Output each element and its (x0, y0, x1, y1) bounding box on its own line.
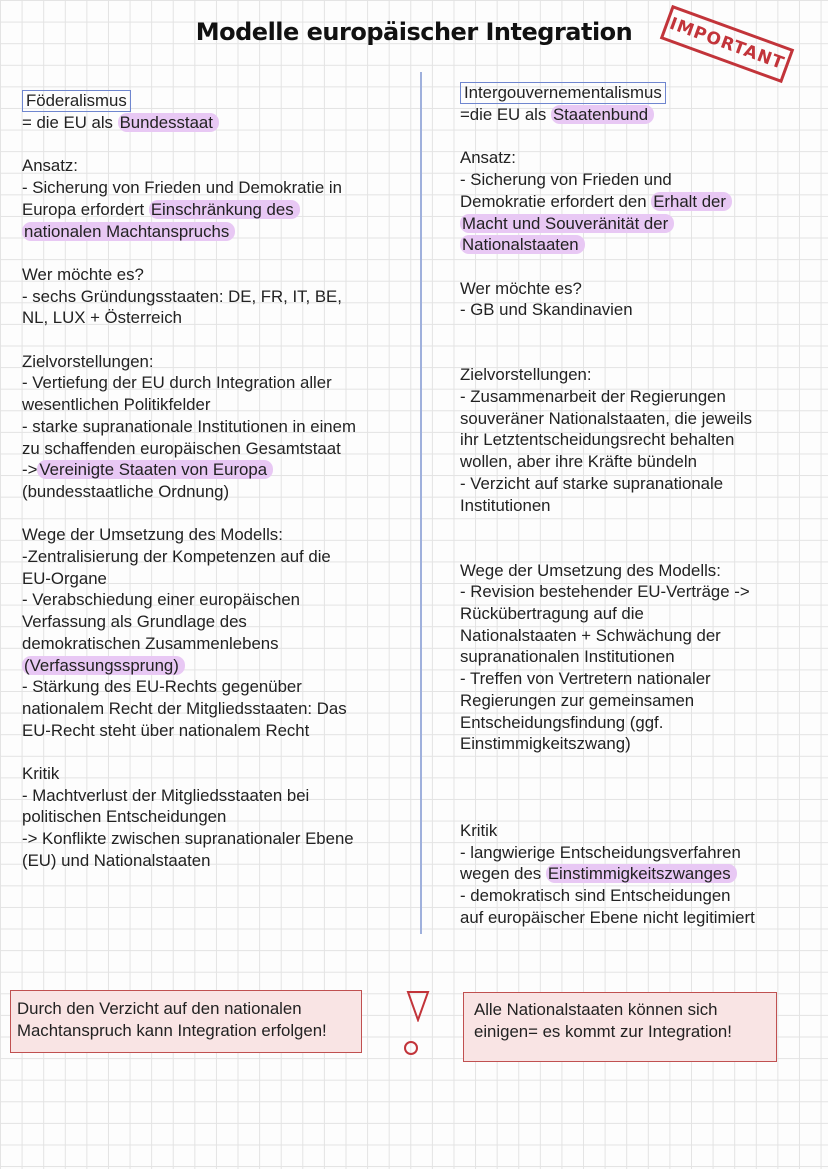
section-label: Zielvorstellungen: (22, 351, 154, 371)
column-divider (420, 72, 422, 934)
section-label: Ansatz: (22, 156, 78, 176)
section-label: Wege der Umsetzung des Modells: (22, 525, 283, 545)
exclamation-triangle-icon (406, 990, 430, 1022)
section-label: Kritik (22, 764, 60, 784)
definition-line: = die EU als Bundesstaat (22, 112, 414, 134)
conclusion-box-left: Durch den Verzicht auf den nationalen Machtanspruch kann Integration erfolgen! (10, 990, 362, 1053)
highlight: Nationalstaaten (460, 235, 585, 254)
section-label: Kritik (460, 821, 498, 841)
highlight: Bundesstaat (118, 113, 219, 132)
definition-line: =die EU als Staatenbund (460, 104, 820, 126)
highlight: Einstimmigkeitszwanges (546, 864, 737, 883)
important-stamp: IMPORTANT (660, 5, 794, 83)
highlight: Vereinigte Staaten von Europa (37, 460, 273, 479)
heading-intergouvernementalismus: Intergouvernementalismus (460, 82, 666, 104)
section-label: Wer möchte es? (460, 278, 582, 298)
left-column: Föderalismus = die EU als Bundesstaat Ansatz: - Sicherung von Frieden und Demokratie in Europa erfordert Einschränkung des nationalen Machtanspruchs Wer möchte es? - sechs Gründungsstaaten: DE, FR, IT, BE, NL, LUX + Österreich Zielvorstellungen: - Vertiefung der EU durch Integration aller wesentlichen Politikfelder - starke supranationale Institutionen in einem zu schaffenden europäischen Gesamtstaat -> Vereinigte Staaten von Europa (bundesstaatliche Ordnung) Wege der Umsetzung des Modells: -Zentralisierung der Kompetenzen auf die EU-Organe - Verabschiedung einer europäischen Verfassung als Grundlage des demokratischen Zusammenlebens (Verfassungssprung) - Stärkung des EU-Rechts gegenüber nationalem Recht der Mitgliedsstaaten: Das EU-Recht steht über nationalem Recht Kritik - Machtverlust der Mitgliedsstaaten bei politischen Entscheidungen -> Konflikte zwischen supranationaler Ebene (EU) und Nationalstaaten (22, 90, 414, 872)
highlight: Einschränkung des (149, 200, 300, 219)
highlight: Macht und Souveränität der (460, 214, 674, 233)
conclusion-box-right: Alle Nationalstaaten können sich einigen= es kommt zur Integration! (463, 992, 777, 1062)
right-column: Intergouvernementalismus =die EU als Staatenbund Ansatz: - Sicherung von Frieden und Demokratie erfordert den Erhalt der Macht und Souveränität der Nationalstaaten Wer möchte es? - GB und Skandinavien Zielvorstellungen: - Zusammenarbeit der Regierungen souveräner Nationalstaaten, die jeweils ihr Letztentscheidungsrecht behalten wollen, aber ihre Kräfte bündeln - Verzicht auf starke supranationale Institutionen Wege der Umsetzung des Modells: - Revision bestehender EU-Verträge -> Rückübertragung auf die Nationalstaaten + Schwächung der supranationalen Institutionen - Treffen von Vertretern nationaler Regierungen zur gemeinsamen Entscheidungsfindung (ggf. Einstimmigkeitszwang) Kritik - langwierige Entscheidungsverfahren wegen des Einstimmigkeitszwanges - demokratisch sind Entscheidungen auf europäischer Ebene nicht legitimiert (460, 82, 820, 929)
exclamation-dot-icon (404, 1041, 418, 1055)
highlight: nationalen Machtanspruchs (22, 222, 235, 241)
highlight: (Verfassungssprung) (22, 656, 185, 675)
section-label: Wege der Umsetzung des Modells: (460, 560, 721, 580)
page-title: Modelle europäischer Integration (195, 18, 633, 46)
heading-foederalismus: Föderalismus (22, 90, 131, 112)
section-label: Zielvorstellungen: (460, 365, 592, 385)
section-label: Ansatz: (460, 148, 516, 168)
section-label: Wer möchte es? (22, 264, 144, 284)
highlight: Erhalt der (651, 192, 732, 211)
highlight: Staatenbund (551, 105, 654, 124)
